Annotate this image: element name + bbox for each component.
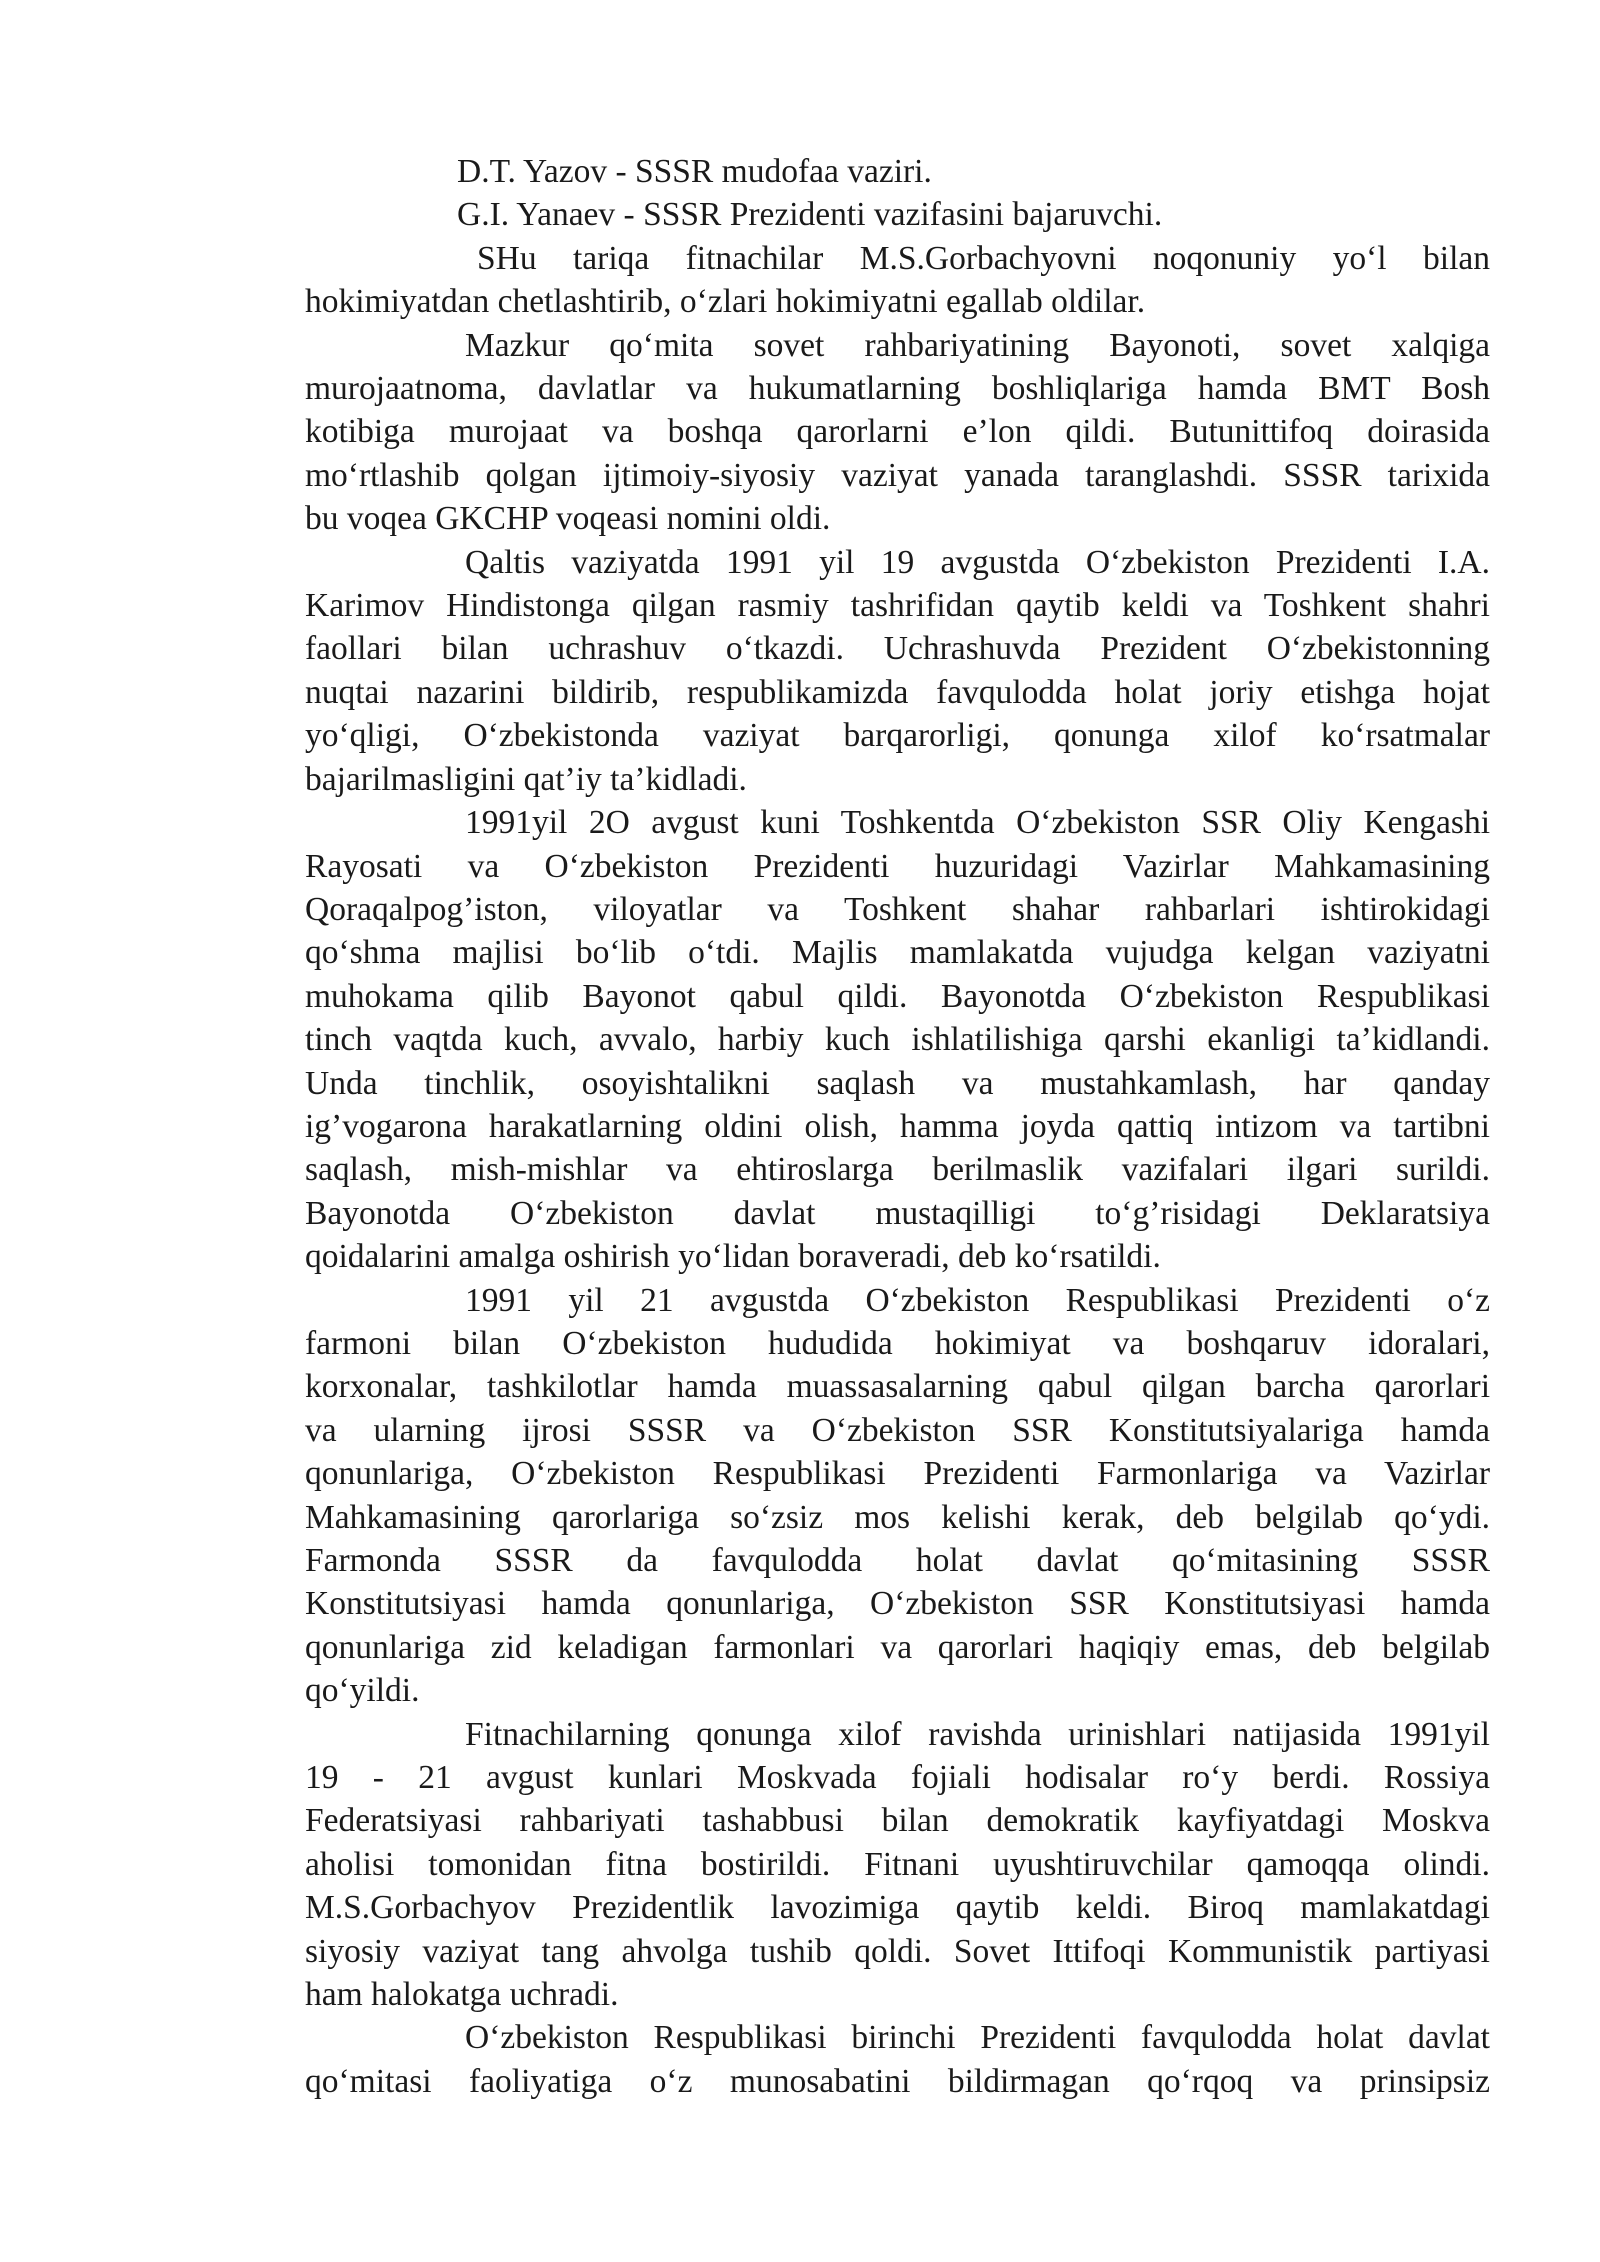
text-line: saqlash, mish-mishlar va ehtiroslarga berilmaslik vazifalari ilgari surildi.	[305, 1151, 1490, 1189]
text-line: bajarilmasligini qat’iy ta’kidladi.	[305, 760, 747, 798]
text-line: qonunlariga zid keladigan farmonlari va qarorlari haqiqiy emas, deb belgilab	[305, 1628, 1490, 1666]
text-line: korxonalar, tashkilotlar hamda muassasalarning qabul qilgan barcha qarorlari	[305, 1368, 1490, 1406]
text-line: aholisi tomonidan fitna bostirildi. Fitnani uyushtiruvchilar qamoqqa olindi.	[305, 1845, 1490, 1883]
text-line: Mahkamasining qarorlariga so‘zsiz mos kelishi kerak, deb belgilab qo‘ydi.	[305, 1498, 1490, 1536]
text-line: yo‘qligi, O‘zbekistonda vaziyat barqarorligi, qonunga xilof ko‘rsatmalar	[305, 717, 1490, 755]
text-line: Mazkur qo‘mita sovet rahbariyatining Bayonoti, sovet xalqiga	[465, 326, 1490, 364]
text-line: SHu tariqa fitnachilar M.S.Gorbachyovni noqonuniy yo‘l bilan	[477, 239, 1490, 277]
text-line: qonunlariga, O‘zbekiston Respublikasi Prezidenti Farmonlariga va Vazirlar	[305, 1455, 1490, 1493]
text-line: G.I. Yanaev - SSSR Prezidenti vazifasini bajaruvchi.	[457, 196, 1163, 234]
text-line: mo‘rtlashib qolgan ijtimoiy-siyosiy vaziyat yanada taranglashdi. SSSR tarixida	[305, 456, 1490, 494]
text-line: hokimiyatdan chetlashtirib, o‘zlari hokimiyatni egallab oldilar.	[305, 283, 1146, 321]
text-line: qo‘yildi.	[305, 1672, 420, 1710]
text-line: Konstitutsiyasi hamda qonunlariga, O‘zbekiston SSR Konstitutsiyasi hamda	[305, 1585, 1490, 1623]
text-line: qo‘mitasi faoliyatiga o‘z munosabatini bildirmagan qo‘rqoq va prinsipsiz	[305, 2062, 1490, 2100]
text-line: Fitnachilarning qonunga xilof ravishda urinishlari natijasida 1991yil	[465, 1715, 1490, 1753]
text-line: tinch vaqtda kuch, avvalo, harbiy kuch ishlatilishiga qarshi ekanligi ta’kidlandi.	[305, 1021, 1490, 1059]
text-line: va ularning ijrosi SSSR va O‘zbekiston SSR Konstitutsiyalariga hamda	[305, 1411, 1490, 1449]
text-line: Karimov Hindistonga qilgan rasmiy tashrifidan qaytib keldi va Toshkent shahri	[305, 587, 1490, 625]
text-line: muhokama qilib Bayonot qabul qildi. Bayonotda O‘zbekiston Respublikasi	[305, 977, 1490, 1015]
text-line: ham halokatga uchradi.	[305, 1976, 619, 2014]
text-line: murojaatnoma, davlatlar va hukumatlarning boshliqlariga hamda BMT Bosh	[305, 370, 1490, 408]
text-line: Bayonotda O‘zbekiston davlat mustaqilligi to‘g’risidagi Deklaratsiya	[305, 1194, 1490, 1232]
text-line: ig’vogarona harakatlarning oldini olish, hamma joyda qattiq intizom va tartibni	[305, 1107, 1490, 1145]
text-line: Farmonda SSSR da favqulodda holat davlat qo‘mitasining SSSR	[305, 1542, 1490, 1579]
text-line: qoidalarini amalga oshirish yo‘lidan boraveradi, deb ko‘rsatildi.	[305, 1238, 1161, 1276]
text-line: 1991 yil 21 avgustda O‘zbekiston Respublikasi Prezidenti o‘z	[465, 1281, 1490, 1319]
document-body	[305, 150, 1490, 2103]
text-line: Rayosati va O‘zbekiston Prezidenti huzuridagi Vazirlar Mahkamasining	[305, 847, 1490, 885]
text-line: O‘zbekiston Respublikasi birinchi Prezidenti favqulodda holat davlat	[465, 2019, 1490, 2057]
text-line: Unda tinchlik, osoyishtalikni saqlash va mustahkamlash, har qanday	[305, 1064, 1490, 1102]
text-line: bu voqea GKCHP voqeasi nomini oldi.	[305, 500, 831, 538]
text-line: farmoni bilan O‘zbekiston hududida hokimiyat va boshqaruv idoralari,	[305, 1324, 1490, 1362]
text-line: kotibiga murojaat va boshqa qarorlarni e’lon qildi. Butunittifoq doirasida	[305, 413, 1490, 451]
text-line: 19 - 21 avgust kunlari Moskvada fojiali hodisalar ro‘y berdi. Rossiya	[305, 1759, 1490, 1797]
text-line: 1991yil 2O avgust kuni Toshkentda O‘zbekiston SSR Oliy Kengashi	[465, 804, 1490, 842]
text-line: faollari bilan uchrashuv o‘tkazdi. Uchrashuvda Prezident O‘zbekistonning	[305, 630, 1490, 668]
text-line: qo‘shma majlisi bo‘lib o‘tdi. Majlis mamlakatda vujudga kelgan vaziyatni	[305, 934, 1490, 972]
text-line: siyosiy vaziyat tang ahvolga tushib qoldi. Sovet Ittifoqi Kommunistik partiyasi	[305, 1932, 1490, 1970]
text-line: Federatsiyasi rahbariyati tashabbusi bilan demokratik kayfiyatdagi Moskva	[305, 1802, 1490, 1840]
text-line: M.S.Gorbachyov Prezidentlik lavozimiga qaytib keldi. Biroq mamlakatdagi	[305, 1889, 1490, 1927]
text-line: nuqtai nazarini bildirib, respublikamizda favqulodda holat joriy etishga hojat	[305, 673, 1490, 711]
text-line: Qaltis vaziyatda 1991 yil 19 avgustda O‘zbekiston Prezidenti I.A.	[465, 543, 1490, 581]
text-line: Qoraqalpog’iston, viloyatlar va Toshkent shahar rahbarlari ishtirokidagi	[305, 890, 1490, 928]
text-line: D.T. Yazov - SSSR mudofaa vaziri.	[457, 153, 932, 190]
